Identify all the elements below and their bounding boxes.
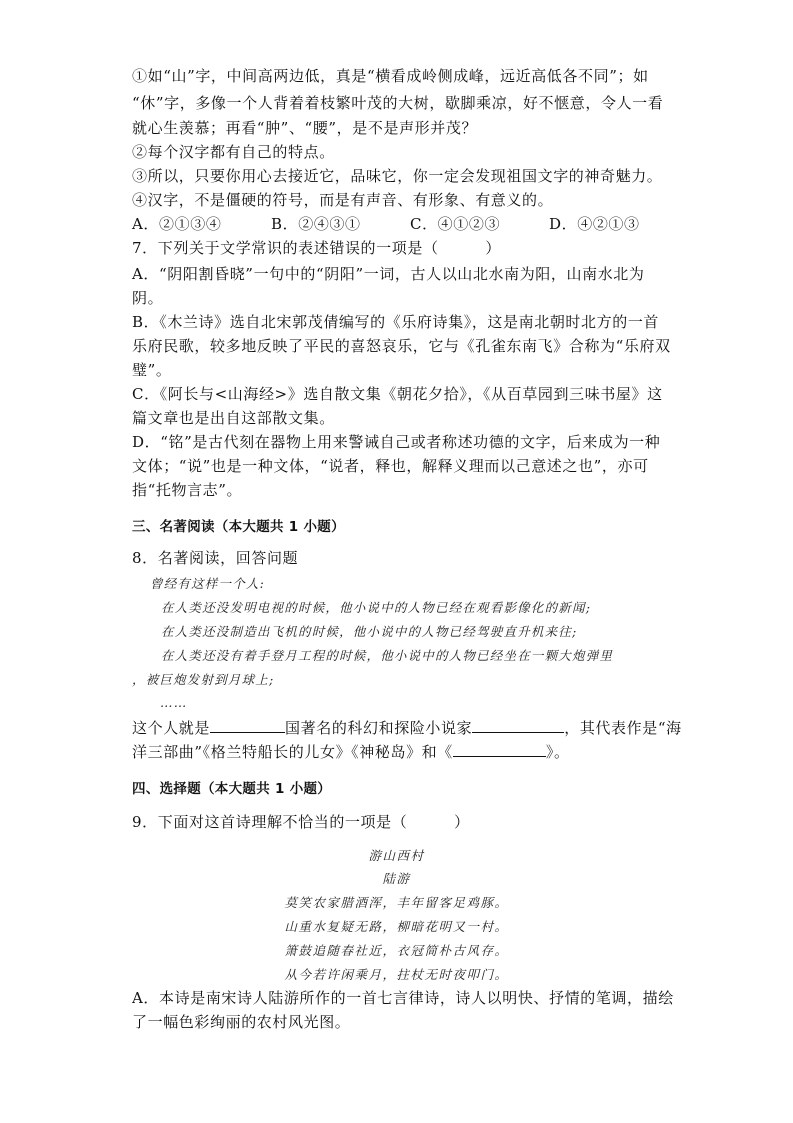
- q7-line: 乐府民歌，较多地反映了平民的喜怒哀乐，它与《孔雀东南飞》合称为“乐府双: [132, 337, 671, 355]
- q6-item-4: ④汉字，不是僵硬的符号，而是有声音、有形象、有意义的。: [132, 191, 554, 209]
- q7-line: 璧”。: [132, 361, 172, 379]
- q7-line: B．《木兰诗》选自北宋郭茂倩编写的《乐府诗集》，这是南北朝时北方的一首: [132, 313, 660, 331]
- q7-line: 阴。: [132, 289, 164, 307]
- poem-line: 从今若许闲乘月，拄杖无时夜叩门。: [284, 967, 509, 982]
- q8-fill-text: 国著名的科幻和探险小说家: [285, 719, 473, 737]
- poem-line: 山重水复疑无路，柳暗花明又一村。: [284, 919, 509, 934]
- q7-line: 文体；“说”也是一种文体，“说者，释也，解释义理而以己意述之也”，亦可: [132, 457, 649, 475]
- q6-option-d: D．④②①③: [549, 215, 640, 233]
- q6-item-1-line-2: “休”字，多像一个人背着着枝繁叶茂的大树，歇脚乘凉，好不惬意，令人一看: [132, 94, 664, 112]
- q6-item-1-line-1: ①如“山”字，中间高两边低，真是“横看成岭侧成峰，远近高低各不同”；如: [132, 67, 649, 85]
- q8-fill-text: 》。: [545, 743, 570, 761]
- q6-option-b: B．②④③①: [271, 215, 361, 233]
- poem-line: 箫鼓追随春社近，衣冠简朴古风存。: [284, 943, 509, 958]
- q6-option-c: C．④①②③: [410, 215, 501, 233]
- q7-line: 指“托物言志”。: [132, 481, 243, 499]
- q8-fill-text: 这个人就是: [132, 719, 211, 737]
- q8-fill-line-1: [132, 718, 682, 738]
- q9-stem: 9．下面对这首诗理解不恰当的一项是（ ）: [132, 813, 470, 831]
- q6-options: [132, 214, 640, 234]
- q6-item-2: ②每个汉字都有自己的特点。: [132, 143, 335, 161]
- q8-excerpt-line: 在人类还没制造出飞机的时候，他小说中的人物已经驾驶直升机来往;: [161, 624, 578, 639]
- section-heading-3: 三、名著阅读（本大题共 1 小题）: [132, 519, 345, 535]
- answer-blank-author[interactable]: [472, 718, 564, 733]
- answer-blank-country[interactable]: [210, 718, 285, 733]
- q9-option-a-line: 了一幅色彩绚丽的农村风光图。: [132, 1013, 351, 1031]
- q7-line: D．“铭”是古代刻在器物上用来警诫自己或者称述功德的文字，后来成为一种: [132, 433, 661, 451]
- q8-stem: 8．名著阅读，回答问题: [132, 549, 299, 567]
- poem-author: 陆游: [382, 871, 411, 886]
- section-heading-4: 四、选择题（本大题共 1 小题）: [132, 781, 332, 797]
- q8-excerpt-line: 在人类还没有着手登月工程的时候，他小说中的人物已经坐在一颗大炮弹里: [161, 648, 614, 663]
- poem-title: 游山西村: [368, 848, 425, 863]
- q8-fill-text: 洋三部曲”《格兰特船长的儿女》《神秘岛》和《: [132, 743, 453, 761]
- q8-excerpt-line: 在人类还没发明电视的时候，他小说中的人物已经在观看影像化的新闻;: [161, 600, 592, 615]
- q6-item-3: ③所以，只要你用心去接近它，品味它，你一定会发现祖国文字的神奇魅力。: [132, 167, 663, 185]
- q6-option-a: A．②①③④: [132, 215, 222, 233]
- q6-item-1-line-3: 就心生羡慕；再看“肿”、“腰”，是不是声形并茂？: [132, 119, 478, 137]
- q9-option-a-line: A．本诗是南宋诗人陆游所作的一首七言律诗，诗人以明快、抒情的笔调，描绘: [132, 989, 674, 1007]
- q8-excerpt-ellipsis: ……: [160, 695, 188, 710]
- q7-line: C．《阿长与<山海经>》选自散文集《朝花夕拾》，《从百草园到三味书屋》这: [132, 385, 663, 403]
- q7-line: A．“阴阳割昏晓”一句中的“阴阳”一词，古人以山北水南为阳，山南水北为: [132, 265, 645, 283]
- poem-line: 莫笑农家腊酒浑，丰年留客足鸡豚。: [284, 895, 509, 910]
- answer-blank-title[interactable]: [453, 742, 546, 757]
- q7-line: 篇文章也是出自这部散文集。: [132, 409, 335, 427]
- q8-fill-text: ，其代表作是“海: [564, 719, 682, 737]
- q7-stem: 7．下列关于文学常识的表述错误的一项是（ ）: [132, 239, 501, 257]
- q8-excerpt-line: ，被巨炮发射到月球上;: [132, 672, 275, 687]
- q8-excerpt-line: 曾经有这样一个人:: [150, 576, 266, 591]
- q8-fill-line-2: [132, 742, 570, 762]
